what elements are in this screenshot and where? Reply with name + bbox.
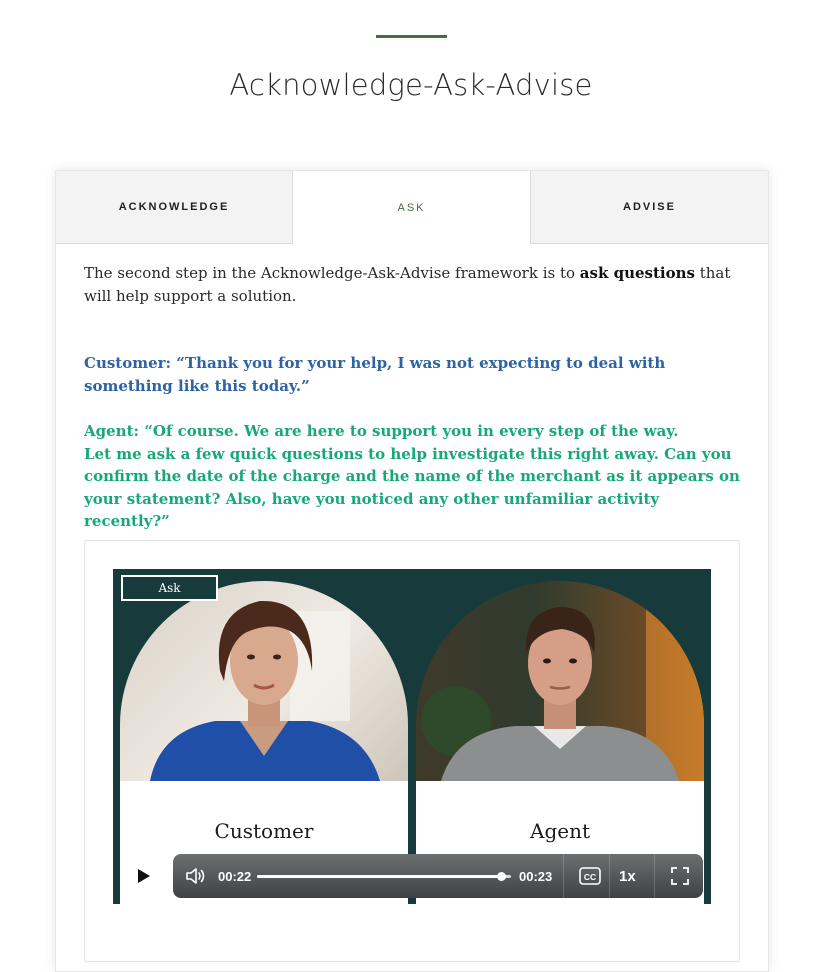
tabbed-card <box>55 170 769 972</box>
title-accent-line <box>376 35 447 38</box>
captions-button[interactable] <box>579 854 601 898</box>
seek-bar-progress <box>257 875 501 878</box>
agent-dialog-line-2: Let me ask a few quick questions to help investigate this right away. Can you confirm the date of the charge and the name of the merchant as it appears on your statement? Also, have you noticed any other unfamiliar activity recently?” <box>84 444 740 530</box>
play-button[interactable] <box>121 853 166 898</box>
play-icon <box>137 868 151 884</box>
fullscreen-icon <box>670 866 690 886</box>
agent-photo <box>416 581 704 781</box>
remaining-time: 00:23 <box>519 868 553 884</box>
agent-dialog-line-1: Agent: “Of course. We are here to support you in every step of the way. <box>84 422 679 440</box>
customer-name: Customer <box>214 819 314 843</box>
customer-dialog-line: Customer: “Thank you for your help, I was not expecting to deal with something like this today.” <box>84 354 666 395</box>
agent-dialog <box>84 420 744 533</box>
volume-icon <box>185 867 207 885</box>
intro-text: The second step in the Acknowledge-Ask-Advise framework is to <box>84 264 580 282</box>
tab-ask[interactable]: ASK <box>293 171 530 244</box>
media-container <box>84 540 740 962</box>
captions-icon <box>579 867 601 885</box>
fullscreen-button[interactable] <box>670 854 690 898</box>
customer-photo <box>120 581 408 781</box>
controls-divider <box>563 854 564 898</box>
agent-name: Agent <box>530 819 590 843</box>
tab-advise[interactable]: ADVISE <box>530 171 768 244</box>
controls-divider <box>654 854 655 898</box>
video-step-label: Ask <box>121 575 218 601</box>
video-controls <box>173 854 703 898</box>
video-player[interactable] <box>113 569 711 904</box>
seek-bar-thumb[interactable] <box>497 872 506 881</box>
intro-paragraph <box>84 262 744 308</box>
page-title: Acknowledge-Ask-Advise <box>229 68 593 102</box>
volume-button[interactable] <box>185 854 207 898</box>
controls-divider <box>609 854 610 898</box>
intro-emphasis: ask questions <box>579 264 695 282</box>
agent-portrait-image <box>416 581 704 781</box>
customer-portrait-image <box>120 581 408 781</box>
seek-bar[interactable] <box>257 875 511 878</box>
tab-bar <box>56 171 768 245</box>
captions-icon-text: CC <box>583 872 597 882</box>
playback-speed-button[interactable]: 1x <box>619 867 636 885</box>
intro-text-end: that will help support a solution. <box>84 264 731 305</box>
current-time: 00:22 <box>218 868 252 884</box>
tab-acknowledge[interactable]: ACKNOWLEDGE <box>56 171 293 244</box>
